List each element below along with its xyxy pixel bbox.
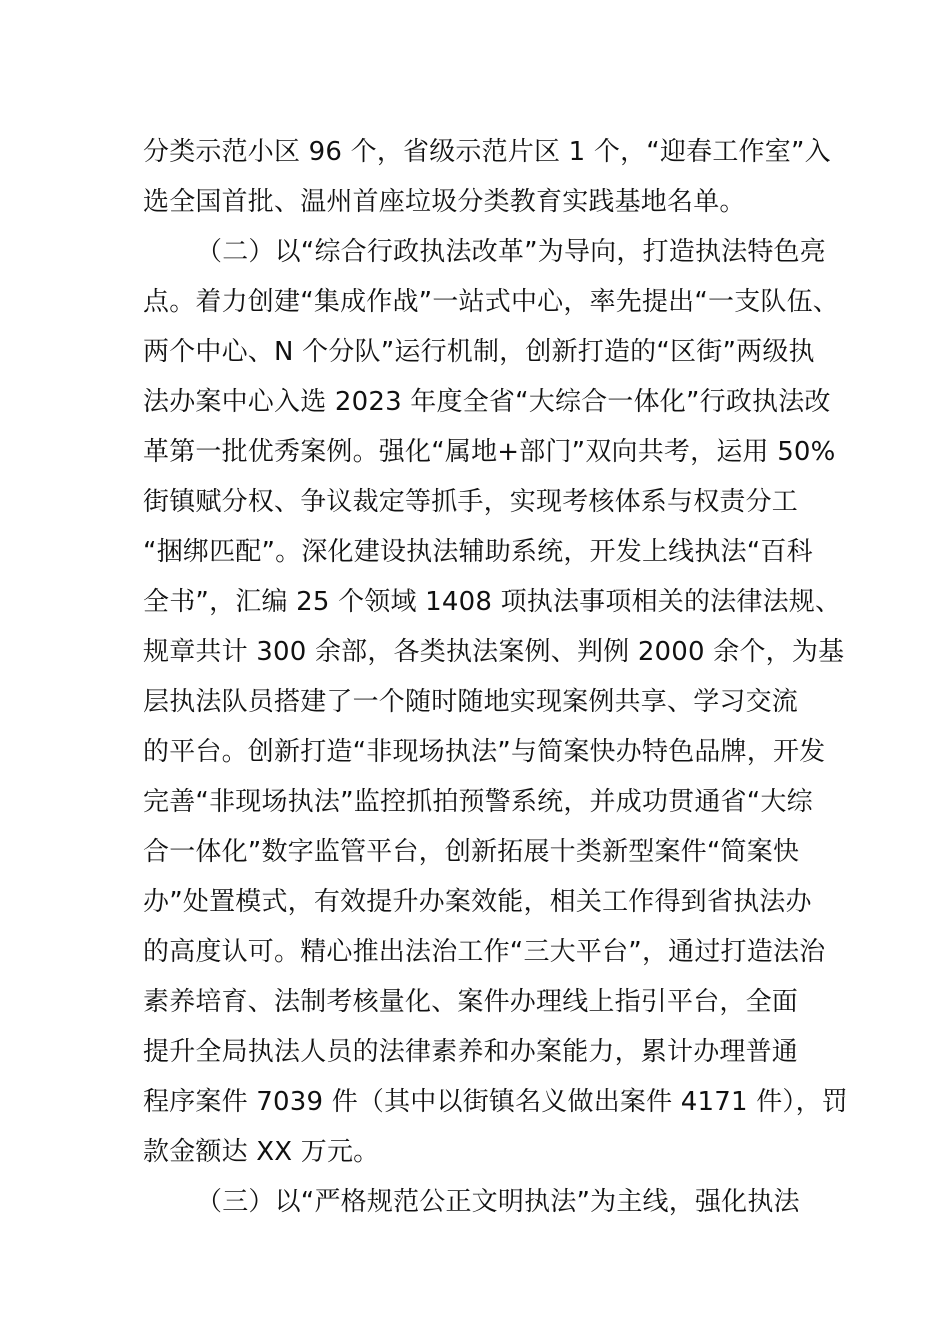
text-line: 合一体化”数字监管平台，创新拓展十类新型案件“简案快 (143, 837, 800, 867)
text-line: 分类示范小区 96 个，省级示范片区 1 个，“迎春工作室”入 (143, 137, 831, 167)
text-line: 款金额达 XX 万元。 (143, 1137, 380, 1167)
text-line: 层执法队员搭建了一个随时随地实现案例共享、学习交流 (143, 687, 799, 717)
section-heading-line: （三）以“严格规范公正文明执法”为主线，强化执法 (196, 1187, 800, 1217)
text-line: 全书”，汇编 25 个领域 1408 项执法事项相关的法律法规、 (143, 587, 842, 617)
text-line: 素养培育、法制考核量化、案件办理线上指引平台，全面 (143, 987, 799, 1017)
text-line: “捆绑匹配”。深化建设执法辅助系统，开发上线执法“百科 (143, 537, 813, 567)
text-line: 办”处置模式，有效提升办案效能，相关工作得到省执法办 (143, 887, 812, 917)
text-line: 完善“非现场执法”监控抓拍预警系统，并成功贯通省“大综 (143, 787, 813, 817)
text-line: 的平台。创新打造“非现场执法”与简案快办特色品牌，开发 (143, 737, 826, 767)
text-line: 的高度认可。精心推出法治工作“三大平台”，通过打造法治 (143, 937, 826, 967)
text-line: 点。着力创建“集成作战”一站式中心，率先提出“一支队伍、 (143, 287, 840, 317)
text-line: 提升全局执法人员的法律素养和办案能力，累计办理普通 (143, 1037, 799, 1067)
text-line: 法办案中心入选 2023 年度全省“大综合一体化”行政执法改 (143, 387, 831, 417)
text-line: 程序案件 7039 件（其中以街镇名义做出案件 4171 件），罚 (143, 1087, 848, 1117)
text-line: 革第一批优秀案例。强化“属地+部门”双向共考，运用 50% (143, 437, 836, 467)
text-line: 选全国首批、温州首座垃圾分类教育实践基地名单。 (143, 187, 746, 217)
section-heading-line: （二）以“综合行政执法改革”为导向，打造执法特色亮 (196, 237, 826, 267)
text-line: 街镇赋分权、争议裁定等抓手，实现考核体系与权责分工 (143, 487, 799, 517)
text-line: 规章共计 300 余部，各类执法案例、判例 2000 余个，为基 (143, 637, 845, 667)
text-line: 两个中心、N 个分队”运行机制，创新打造的“区街”两级执 (143, 337, 815, 367)
